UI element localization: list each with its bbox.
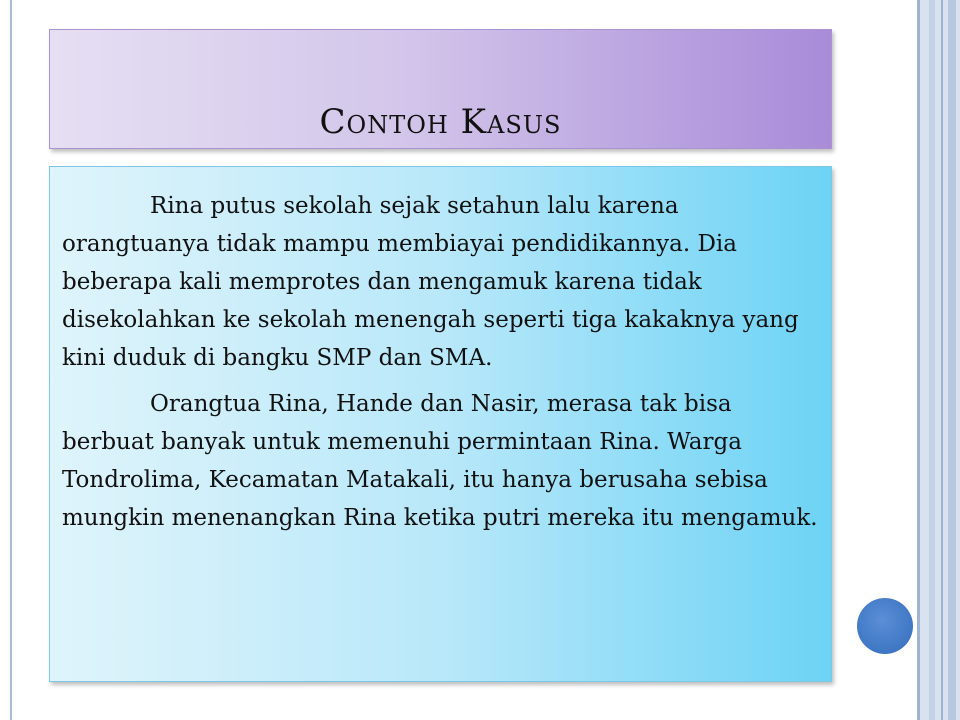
decorative-circle bbox=[857, 598, 913, 654]
title-panel bbox=[49, 29, 832, 149]
band-stripe bbox=[948, 0, 956, 720]
slide-title: Contoh Kasus bbox=[319, 102, 562, 142]
left-border-line bbox=[10, 0, 12, 720]
paragraph-1: Rina putus sekolah sejak setahun lalu karena orangtuanya tidak mampu membiayai pendidikannya. Dia beberapa kali memprotes dan mengamuk karena tidak disekolahkan ke sekolah menengah seperti tiga kakaknya yang kini duduk di bangku SMP dan SMA. bbox=[62, 193, 799, 371]
right-decorative-band bbox=[917, 0, 960, 720]
band-stripe bbox=[929, 0, 935, 720]
band-stripe bbox=[917, 0, 920, 720]
band-stripe bbox=[941, 0, 943, 720]
paragraph-2: Orangtua Rina, Hande dan Nasir, merasa tak bisa berbuat banyak untuk memenuhi permintaan Rina. Warga Tondrolima, Kecamatan Matakali, itu hanya berusaha sebisa mungkin menenangkan Rina ketika putri mereka itu mengamuk. bbox=[62, 391, 818, 531]
content-panel bbox=[49, 166, 832, 682]
